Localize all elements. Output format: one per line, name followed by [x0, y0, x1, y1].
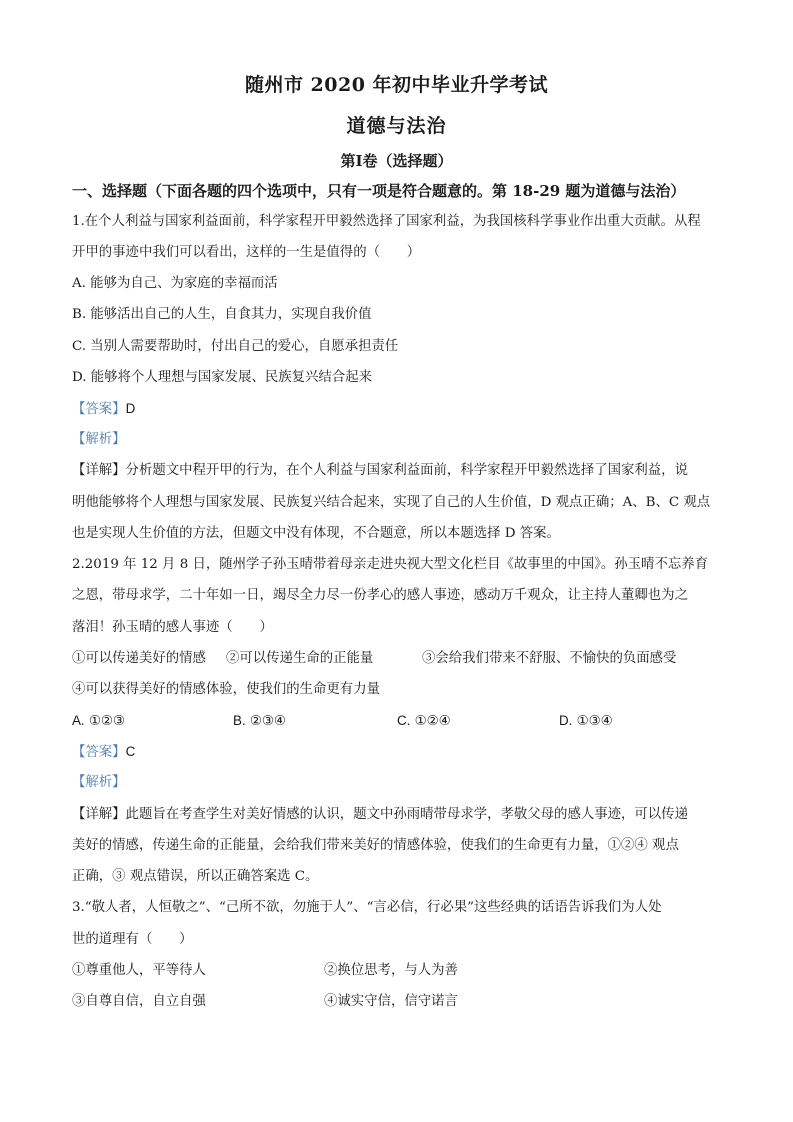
detail-line: 【详解】分析题文中程开甲的行为，在个人利益与国家利益面前，科学家程开甲毅然选择了国家利益，说 — [72, 463, 688, 478]
exam-title: 随州市 2020 年初中毕业升学考试 — [244, 74, 549, 96]
statement-4: ④可以获得美好的情感体验，使我们的生命更有力量 — [72, 682, 380, 697]
detail-line: 【详解】此题旨在考查学生对美好情感的认识，题文中孙雨晴带母求学，孝敬父母的感人事迹，可以传递 — [72, 807, 688, 822]
choice-d: D. ①③④ — [559, 713, 613, 729]
statement-row — [72, 961, 732, 981]
statement-1: ①尊重他人，平等待人 — [72, 963, 206, 978]
detail-line: 美好的情感，传递生命的正能量，会给我们带来美好的情感体验，使我们的生命更有力量，①②④ 观点 — [72, 838, 679, 853]
analysis-label: 【解析】 — [72, 432, 126, 447]
answer-label: 【答案】 — [72, 402, 126, 417]
subject-title: 道德与法治 — [346, 115, 447, 137]
detail-line: 也是实现人生价值的方法，但题文中没有体现，不合题意，所以本题选择 D 答案。 — [72, 526, 560, 541]
section-heading: 一、选择题（下面各题的四个选项中，只有一项是符合题意的。第 18-29 题为道德与法治） — [72, 182, 686, 200]
statement-row — [72, 649, 732, 669]
option-b: B. 能够活出自己的人生，自食其力，实现自我价值 — [72, 307, 372, 322]
statement-row — [72, 992, 732, 1012]
choice-c: C. ①②④ — [397, 713, 451, 729]
analysis-label: 【解析】 — [72, 775, 126, 790]
answer-value: C — [125, 744, 136, 759]
question-stem-line: 世的道理有（ ） — [72, 932, 193, 947]
question-stem-line: 1.在个人利益与国家利益面前，科学家程开甲毅然选择了国家利益，为我国核科学事业作出重大贡献。从程 — [72, 214, 701, 229]
option-d: D. 能够将个人理想与国家发展、民族复兴结合起来 — [72, 370, 372, 385]
answer-row — [72, 742, 135, 763]
answer-row — [72, 399, 135, 420]
statement-2: ②换位思考，与人为善 — [324, 963, 458, 978]
choice-row — [72, 711, 732, 731]
statement-3: ③会给我们带来不舒服、不愉快的负面感受 — [422, 651, 677, 666]
option-a: A. 能够为自己、为家庭的幸福而活 — [72, 276, 278, 291]
question-stem-line: 开甲的事迹中我们可以看出，这样的一生是值得的（ ） — [72, 245, 421, 260]
answer-value: D — [125, 401, 136, 416]
statement-3: ③自尊自信，自立自强 — [72, 994, 206, 1009]
detail-line: 明他能够将个人理想与国家发展、民族复兴结合起来，实现了自己的人生价值，D 观点正确；A、B、C 观点 — [72, 495, 711, 510]
option-c: C. 当别人需要帮助时，付出自己的爱心，自愿承担责任 — [72, 339, 399, 354]
part-title: 第Ⅰ卷（选择题） — [340, 152, 453, 170]
question-stem-line: 3.“敬人者，人恒敬之”、“己所不欲，勿施于人”、“言必信，行必果”这些经典的话语告诉我们为人处 — [72, 900, 662, 915]
question-stem-line: 之恩，带母求学，二十年如一日，竭尽全力尽一份孝心的感人事迹，感动万千观众，让主持人董卿也为之 — [72, 588, 688, 603]
analysis-row — [72, 773, 126, 793]
question-stem-line: 2.2019 年 12 月 8 日，随州学子孙玉晴带着母亲走进央视大型文化栏目《故事里的中国》。孙玉晴不忘养育 — [72, 557, 709, 572]
statement-2: ②可以传递生命的正能量 — [226, 651, 374, 666]
choice-b: B. ②③④ — [233, 713, 286, 729]
statement-1: ①可以传递美好的情感 — [72, 651, 206, 666]
statement-4: ④诚实守信，信守诺言 — [324, 994, 458, 1009]
analysis-row — [72, 430, 126, 450]
question-stem-line: 落泪！孙玉晴的感人事迹（ ） — [72, 620, 273, 635]
detail-line: 正确，③ 观点错误，所以正确答案选 C。 — [72, 869, 319, 884]
answer-label: 【答案】 — [72, 745, 126, 760]
choice-a: A. ①②③ — [72, 713, 125, 729]
